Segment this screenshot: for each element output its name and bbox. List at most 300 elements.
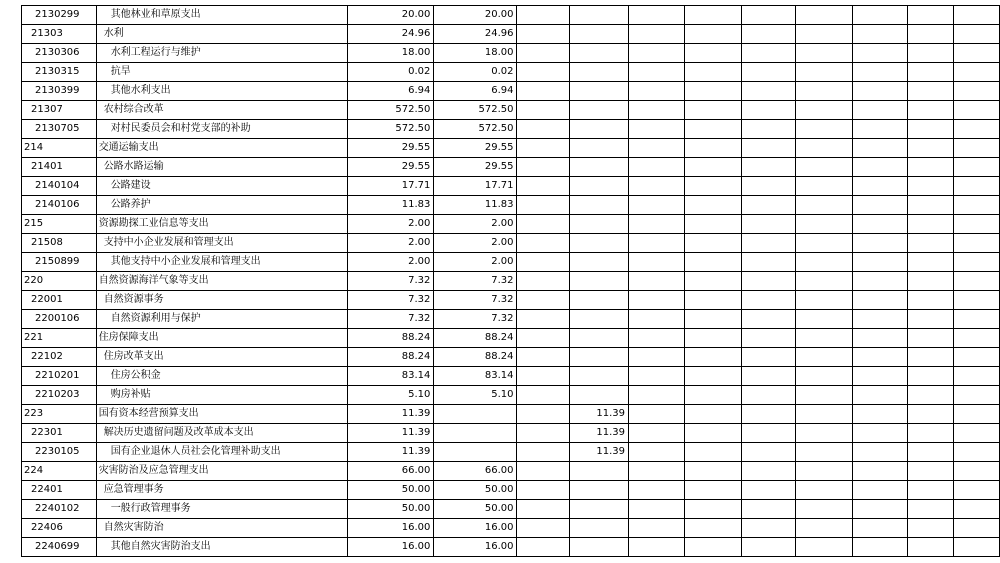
amount-cell (628, 177, 684, 196)
empty-cell (741, 177, 795, 196)
empty-cell (953, 291, 999, 310)
function-code-cell: 214 (22, 139, 97, 158)
amount-cell (517, 101, 569, 120)
function-code-cell: 22301 (22, 424, 97, 443)
function-code-cell: 2130299 (22, 6, 97, 25)
amount-cell (569, 120, 628, 139)
amount-cell (517, 424, 569, 443)
amount-cell (569, 329, 628, 348)
empty-cell (684, 291, 741, 310)
amount-cell (517, 519, 569, 538)
total-amount-cell: 572.50 (348, 120, 434, 139)
amount-cell (628, 6, 684, 25)
amount-cell (517, 481, 569, 500)
amount-cell: 11.39 (569, 424, 628, 443)
empty-cell (741, 462, 795, 481)
empty-cell (852, 272, 907, 291)
empty-cell (795, 234, 852, 253)
empty-cell (907, 500, 953, 519)
amount-cell (569, 44, 628, 63)
empty-cell (684, 253, 741, 272)
basic-expenditure-cell: 50.00 (434, 481, 517, 500)
empty-cell (795, 538, 852, 557)
empty-cell (684, 310, 741, 329)
basic-expenditure-cell: 24.96 (434, 25, 517, 44)
basic-expenditure-cell: 18.00 (434, 44, 517, 63)
empty-cell (795, 291, 852, 310)
table-row (22, 272, 1000, 291)
basic-expenditure-cell: 20.00 (434, 6, 517, 25)
total-amount-cell: 7.32 (348, 310, 434, 329)
empty-cell (907, 63, 953, 82)
empty-cell (953, 538, 999, 557)
basic-expenditure-cell: 2.00 (434, 253, 517, 272)
empty-cell (684, 177, 741, 196)
empty-cell (741, 158, 795, 177)
total-amount-cell: 24.96 (348, 25, 434, 44)
table-row (22, 44, 1000, 63)
empty-cell (741, 101, 795, 120)
amount-cell (517, 348, 569, 367)
empty-cell (907, 234, 953, 253)
function-name-cell: 其他自然灾害防治支出 (96, 538, 348, 557)
empty-cell (852, 177, 907, 196)
empty-cell (741, 6, 795, 25)
empty-cell (795, 329, 852, 348)
empty-cell (953, 82, 999, 101)
total-amount-cell: 83.14 (348, 367, 434, 386)
amount-cell (517, 253, 569, 272)
empty-cell (795, 272, 852, 291)
empty-cell (907, 348, 953, 367)
empty-cell (953, 272, 999, 291)
empty-cell (741, 82, 795, 101)
total-amount-cell: 88.24 (348, 329, 434, 348)
empty-cell (684, 519, 741, 538)
function-code-cell: 22001 (22, 291, 97, 310)
function-code-cell: 224 (22, 462, 97, 481)
basic-expenditure-cell: 16.00 (434, 519, 517, 538)
amount-cell (628, 348, 684, 367)
amount-cell (517, 329, 569, 348)
empty-cell (684, 462, 741, 481)
empty-cell (741, 234, 795, 253)
empty-cell (907, 6, 953, 25)
function-name-cell: 自然资源事务 (96, 291, 348, 310)
total-amount-cell: 11.83 (348, 196, 434, 215)
empty-cell (953, 215, 999, 234)
basic-expenditure-cell: 11.83 (434, 196, 517, 215)
empty-cell (684, 63, 741, 82)
amount-cell (517, 272, 569, 291)
amount-cell (628, 215, 684, 234)
function-name-cell: 住房保障支出 (96, 329, 348, 348)
empty-cell (907, 329, 953, 348)
function-name-cell: 公路养护 (96, 196, 348, 215)
basic-expenditure-cell: 7.32 (434, 310, 517, 329)
empty-cell (741, 253, 795, 272)
empty-cell (795, 139, 852, 158)
amount-cell (517, 443, 569, 462)
empty-cell (795, 405, 852, 424)
empty-cell (852, 519, 907, 538)
function-name-cell: 灾害防治及应急管理支出 (96, 462, 348, 481)
function-code-cell: 2140104 (22, 177, 97, 196)
amount-cell (569, 291, 628, 310)
empty-cell (795, 120, 852, 139)
empty-cell (953, 63, 999, 82)
function-name-cell: 抗旱 (96, 63, 348, 82)
empty-cell (852, 291, 907, 310)
empty-cell (795, 177, 852, 196)
amount-cell (517, 500, 569, 519)
amount-cell (628, 234, 684, 253)
function-name-cell: 自然资源海洋气象等支出 (96, 272, 348, 291)
empty-cell (907, 177, 953, 196)
basic-expenditure-cell: 29.55 (434, 139, 517, 158)
amount-cell (517, 462, 569, 481)
empty-cell (953, 443, 999, 462)
empty-cell (953, 158, 999, 177)
empty-cell (953, 329, 999, 348)
empty-cell (684, 367, 741, 386)
amount-cell (517, 386, 569, 405)
empty-cell (741, 329, 795, 348)
function-code-cell: 2140106 (22, 196, 97, 215)
empty-cell (795, 367, 852, 386)
amount-cell (569, 310, 628, 329)
table-row (22, 462, 1000, 481)
amount-cell (628, 329, 684, 348)
function-name-cell: 资源勘探工业信息等支出 (96, 215, 348, 234)
amount-cell (569, 253, 628, 272)
amount-cell (628, 120, 684, 139)
amount-cell (517, 158, 569, 177)
empty-cell (852, 424, 907, 443)
empty-cell (852, 329, 907, 348)
empty-cell (907, 25, 953, 44)
amount-cell (569, 63, 628, 82)
amount-cell (569, 215, 628, 234)
amount-cell (569, 348, 628, 367)
empty-cell (741, 44, 795, 63)
amount-cell (569, 481, 628, 500)
empty-cell (795, 44, 852, 63)
empty-cell (684, 405, 741, 424)
table-row (22, 386, 1000, 405)
empty-cell (795, 253, 852, 272)
empty-cell (795, 462, 852, 481)
empty-cell (852, 82, 907, 101)
empty-cell (684, 6, 741, 25)
function-code-cell: 2200106 (22, 310, 97, 329)
amount-cell (628, 101, 684, 120)
table-body (22, 6, 1000, 557)
table-row (22, 158, 1000, 177)
amount-cell (517, 6, 569, 25)
amount-cell (628, 291, 684, 310)
amount-cell (628, 462, 684, 481)
basic-expenditure-cell: 2.00 (434, 215, 517, 234)
function-name-cell: 其他支持中小企业发展和管理支出 (96, 253, 348, 272)
function-code-cell: 215 (22, 215, 97, 234)
empty-cell (852, 310, 907, 329)
empty-cell (953, 177, 999, 196)
table-row (22, 6, 1000, 25)
empty-cell (852, 386, 907, 405)
function-name-cell: 其他水利支出 (96, 82, 348, 101)
function-name-cell: 国有企业退休人员社会化管理补助支出 (96, 443, 348, 462)
empty-cell (953, 25, 999, 44)
empty-cell (907, 405, 953, 424)
amount-cell (569, 234, 628, 253)
empty-cell (795, 25, 852, 44)
function-name-cell: 购房补贴 (96, 386, 348, 405)
amount-cell (569, 386, 628, 405)
amount-cell (569, 196, 628, 215)
empty-cell (684, 329, 741, 348)
table-row (22, 443, 1000, 462)
amount-cell (517, 291, 569, 310)
empty-cell (852, 139, 907, 158)
basic-expenditure-cell (434, 424, 517, 443)
empty-cell (741, 120, 795, 139)
empty-cell (741, 63, 795, 82)
amount-cell (628, 386, 684, 405)
empty-cell (741, 310, 795, 329)
function-name-cell: 对村民委员会和村党支部的补助 (96, 120, 348, 139)
empty-cell (907, 291, 953, 310)
empty-cell (852, 348, 907, 367)
table-row (22, 348, 1000, 367)
table-row (22, 538, 1000, 557)
table-row (22, 177, 1000, 196)
table-row (22, 82, 1000, 101)
function-code-cell: 21307 (22, 101, 97, 120)
empty-cell (795, 82, 852, 101)
total-amount-cell: 29.55 (348, 158, 434, 177)
function-code-cell: 21303 (22, 25, 97, 44)
empty-cell (684, 538, 741, 557)
empty-cell (953, 405, 999, 424)
table-row (22, 196, 1000, 215)
function-name-cell: 住房公积金 (96, 367, 348, 386)
empty-cell (741, 25, 795, 44)
table-row (22, 25, 1000, 44)
amount-cell (569, 139, 628, 158)
function-name-cell: 公路水路运输 (96, 158, 348, 177)
amount-cell (628, 367, 684, 386)
empty-cell (852, 196, 907, 215)
empty-cell (852, 405, 907, 424)
empty-cell (852, 443, 907, 462)
amount-cell (517, 44, 569, 63)
empty-cell (852, 500, 907, 519)
empty-cell (852, 538, 907, 557)
table-row (22, 405, 1000, 424)
amount-cell (569, 272, 628, 291)
basic-expenditure-cell: 572.50 (434, 120, 517, 139)
empty-cell (684, 196, 741, 215)
function-code-cell: 22401 (22, 481, 97, 500)
empty-cell (795, 310, 852, 329)
table-row (22, 367, 1000, 386)
total-amount-cell: 0.02 (348, 63, 434, 82)
empty-cell (907, 101, 953, 120)
empty-cell (741, 367, 795, 386)
total-amount-cell: 50.00 (348, 481, 434, 500)
amount-cell (628, 196, 684, 215)
amount-cell (628, 500, 684, 519)
table-row (22, 310, 1000, 329)
table-row (22, 291, 1000, 310)
empty-cell (741, 500, 795, 519)
empty-cell (684, 139, 741, 158)
function-code-cell: 2240699 (22, 538, 97, 557)
function-name-cell: 自然灾害防治 (96, 519, 348, 538)
empty-cell (852, 120, 907, 139)
function-code-cell: 22102 (22, 348, 97, 367)
empty-cell (741, 424, 795, 443)
empty-cell (741, 481, 795, 500)
empty-cell (795, 500, 852, 519)
amount-cell (628, 443, 684, 462)
empty-cell (953, 101, 999, 120)
empty-cell (684, 348, 741, 367)
amount-cell (569, 177, 628, 196)
table-row (22, 519, 1000, 538)
empty-cell (953, 139, 999, 158)
amount-cell (569, 101, 628, 120)
empty-cell (795, 63, 852, 82)
function-name-cell: 一般行政管理事务 (96, 500, 348, 519)
table-row (22, 139, 1000, 158)
table-row (22, 329, 1000, 348)
empty-cell (953, 120, 999, 139)
empty-cell (795, 6, 852, 25)
empty-cell (741, 139, 795, 158)
empty-cell (953, 196, 999, 215)
basic-expenditure-cell: 66.00 (434, 462, 517, 481)
function-code-cell: 220 (22, 272, 97, 291)
amount-cell (569, 158, 628, 177)
basic-expenditure-cell: 6.94 (434, 82, 517, 101)
amount-cell (569, 538, 628, 557)
empty-cell (907, 253, 953, 272)
empty-cell (684, 101, 741, 120)
basic-expenditure-cell: 7.32 (434, 272, 517, 291)
empty-cell (741, 443, 795, 462)
empty-cell (684, 424, 741, 443)
empty-cell (953, 519, 999, 538)
empty-cell (684, 443, 741, 462)
empty-cell (907, 272, 953, 291)
empty-cell (907, 310, 953, 329)
function-code-cell: 21401 (22, 158, 97, 177)
amount-cell (569, 519, 628, 538)
amount-cell: 11.39 (569, 405, 628, 424)
table-row (22, 234, 1000, 253)
empty-cell (852, 25, 907, 44)
function-name-cell: 国有资本经营预算支出 (96, 405, 348, 424)
empty-cell (852, 158, 907, 177)
empty-cell (852, 63, 907, 82)
basic-expenditure-cell: 572.50 (434, 101, 517, 120)
table-row (22, 101, 1000, 120)
basic-expenditure-cell: 29.55 (434, 158, 517, 177)
empty-cell (953, 424, 999, 443)
empty-cell (907, 519, 953, 538)
basic-expenditure-cell: 0.02 (434, 63, 517, 82)
empty-cell (684, 158, 741, 177)
amount-cell (628, 405, 684, 424)
total-amount-cell: 7.32 (348, 291, 434, 310)
empty-cell (907, 82, 953, 101)
empty-cell (795, 348, 852, 367)
total-amount-cell: 6.94 (348, 82, 434, 101)
function-code-cell: 2130315 (22, 63, 97, 82)
amount-cell (517, 215, 569, 234)
empty-cell (907, 158, 953, 177)
empty-cell (953, 44, 999, 63)
total-amount-cell: 11.39 (348, 443, 434, 462)
basic-expenditure-cell: 83.14 (434, 367, 517, 386)
amount-cell (628, 519, 684, 538)
empty-cell (795, 481, 852, 500)
total-amount-cell: 50.00 (348, 500, 434, 519)
empty-cell (741, 215, 795, 234)
empty-cell (907, 44, 953, 63)
amount-cell (569, 25, 628, 44)
empty-cell (795, 443, 852, 462)
amount-cell (628, 424, 684, 443)
empty-cell (684, 25, 741, 44)
basic-expenditure-cell: 2.00 (434, 234, 517, 253)
amount-cell (517, 234, 569, 253)
basic-expenditure-cell: 5.10 (434, 386, 517, 405)
function-name-cell: 水利 (96, 25, 348, 44)
total-amount-cell: 16.00 (348, 538, 434, 557)
amount-cell (628, 253, 684, 272)
empty-cell (953, 481, 999, 500)
basic-expenditure-cell: 17.71 (434, 177, 517, 196)
empty-cell (953, 310, 999, 329)
empty-cell (852, 367, 907, 386)
amount-cell (517, 139, 569, 158)
empty-cell (741, 538, 795, 557)
empty-cell (741, 291, 795, 310)
function-code-cell: 223 (22, 405, 97, 424)
function-name-cell: 解决历史遗留问题及改革成本支出 (96, 424, 348, 443)
table-row (22, 500, 1000, 519)
amount-cell (569, 500, 628, 519)
amount-cell (517, 196, 569, 215)
empty-cell (852, 101, 907, 120)
total-amount-cell: 11.39 (348, 424, 434, 443)
basic-expenditure-cell (434, 405, 517, 424)
empty-cell (953, 253, 999, 272)
empty-cell (852, 6, 907, 25)
amount-cell (628, 139, 684, 158)
total-amount-cell: 572.50 (348, 101, 434, 120)
empty-cell (852, 462, 907, 481)
empty-cell (741, 519, 795, 538)
amount-cell (628, 272, 684, 291)
total-amount-cell: 17.71 (348, 177, 434, 196)
empty-cell (953, 500, 999, 519)
total-amount-cell: 16.00 (348, 519, 434, 538)
function-name-cell: 支持中小企业发展和管理支出 (96, 234, 348, 253)
